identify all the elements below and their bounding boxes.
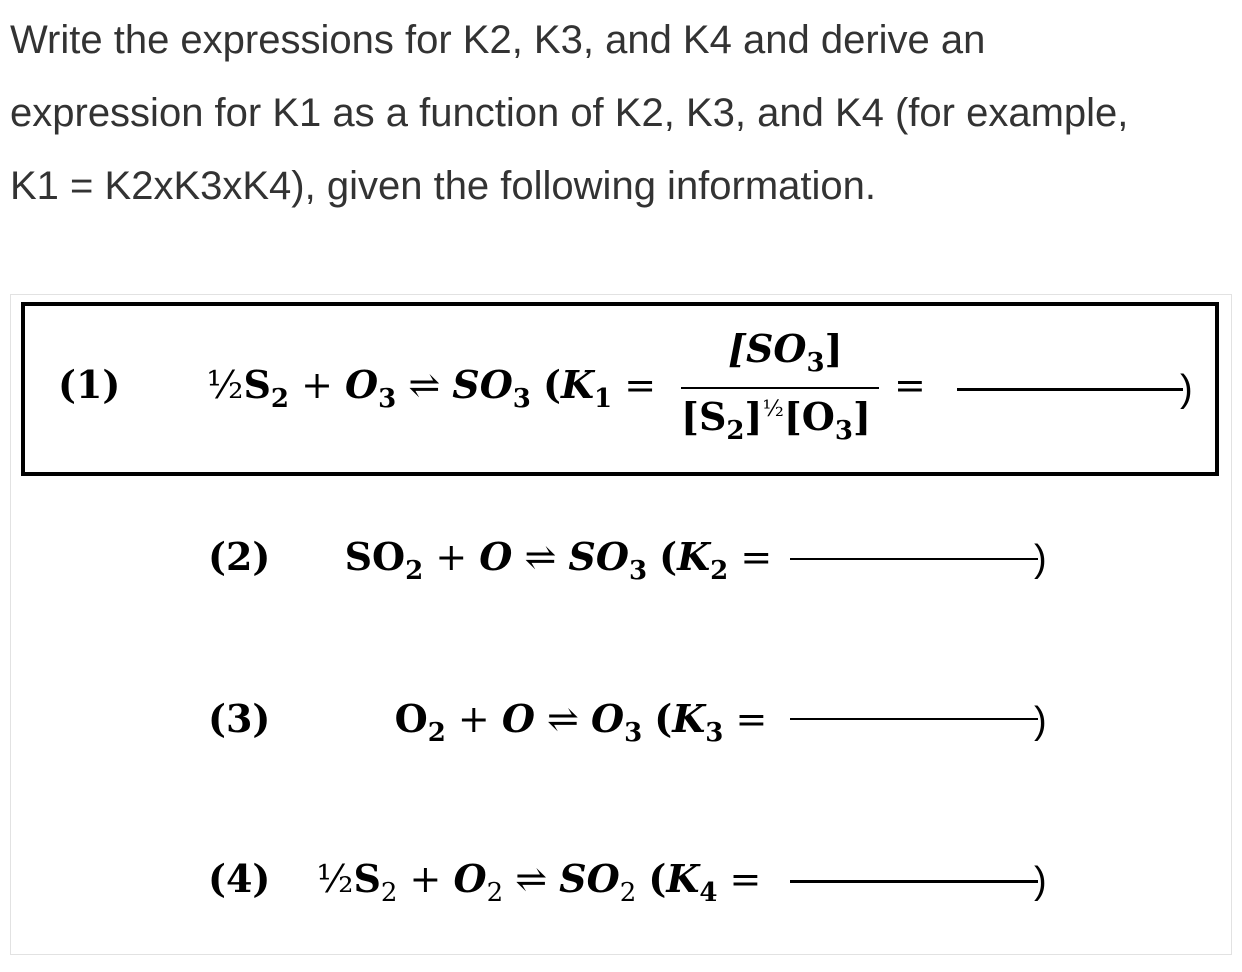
eq2-plus: +	[435, 535, 468, 579]
eq4-equals: =	[729, 857, 762, 901]
equation-4-answer-blank	[790, 880, 1038, 883]
equation-3-answer-blank	[790, 718, 1038, 720]
equation-1-second-equals	[894, 363, 926, 407]
equation-2-close-paren: )	[1034, 538, 1047, 580]
eq1-num-open: [SO	[728, 326, 807, 371]
eq1-den-s2-sub: 2	[726, 416, 745, 446]
equation-1-number: (1)	[58, 362, 121, 407]
eq1-den-s2: [S	[681, 394, 727, 439]
eq1-den-close: ]	[744, 394, 763, 439]
eq1-num-sub: 3	[806, 348, 825, 378]
eq1-k: K	[560, 362, 594, 407]
eq4-o2-sub: 2	[486, 878, 504, 908]
eq3-arrow: ⇌	[547, 697, 579, 741]
eq1-num-close: ]	[824, 326, 843, 371]
eq4-so2: SO	[559, 856, 620, 901]
eq3-k-sub: 3	[705, 718, 724, 748]
eq3-o: O	[501, 696, 535, 741]
eq4-arrow: ⇌	[515, 857, 548, 901]
equation-4	[208, 856, 762, 908]
eq2-equals: =	[740, 535, 773, 579]
question-text	[10, 4, 1235, 223]
eq1-plus: +	[301, 363, 333, 407]
eq4-open: (	[648, 856, 667, 901]
eq1-half: ½	[206, 363, 244, 407]
eq1-den-o3-close: ]	[853, 394, 871, 439]
question-line-3: K1 = K2xK3xK4), given the following information.	[10, 164, 877, 208]
eq3-o3-sub: 3	[624, 718, 643, 748]
equation-1-denominator	[681, 394, 871, 446]
equation-2-answer-blank	[790, 558, 1038, 560]
eq3-k: K	[672, 696, 706, 741]
eq3-open: (	[654, 696, 673, 741]
eq1-o3-sub: 3	[378, 384, 397, 414]
eq2-k: K	[677, 534, 711, 579]
eq3-equals: =	[735, 697, 768, 741]
equation-2	[208, 534, 773, 586]
equation-1-answer-blank	[957, 388, 1183, 391]
eq1-equals: =	[624, 363, 657, 407]
equation-1-lhs	[58, 362, 657, 414]
equation-3	[208, 696, 768, 748]
equation-1-fraction-bar	[681, 387, 879, 389]
eq1-so3: SO	[452, 362, 513, 407]
eq1-open: (	[542, 362, 561, 407]
equation-3-number: (3)	[208, 696, 271, 741]
equation-1-numerator	[728, 326, 843, 378]
eq1-so3-sub: 3	[512, 384, 531, 414]
eq4-s2: S	[353, 856, 381, 901]
eq1-den-o3: [O	[783, 394, 835, 439]
eq2-so2-sub: 2	[405, 556, 424, 586]
eq2-open: (	[659, 534, 678, 579]
eq2-so3-sub: 3	[628, 556, 648, 586]
eq1-s2-sub: 2	[270, 384, 289, 414]
question-line-2: expression for K1 as a function of K2, K3, and K4 (for example,	[10, 91, 1129, 135]
eq1-equals-2: =	[894, 363, 926, 407]
eq2-so3: SO	[568, 534, 629, 579]
eq3-o3: O	[590, 696, 625, 741]
eq1-k-sub: 1	[594, 384, 613, 414]
equation-1-close-paren: )	[1180, 368, 1193, 410]
eq2-arrow: ⇌	[524, 535, 557, 579]
equation-2-number: (2)	[208, 534, 271, 579]
eq1-den-exp: ½	[762, 397, 784, 422]
eq3-o2: O	[394, 696, 428, 741]
eq3-plus: +	[457, 697, 490, 741]
eq1-den-o3-sub: 3	[834, 416, 854, 446]
question-line-1: Write the expressions for K2, K3, and K4 and derive an	[10, 18, 986, 62]
eq4-k: K	[666, 856, 700, 901]
equation-4-close-paren: )	[1034, 860, 1047, 902]
eq4-k-sub: 4	[699, 878, 718, 908]
equation-3-close-paren: )	[1034, 700, 1047, 742]
eq1-arrow: ⇌	[408, 363, 441, 407]
eq4-s2-sub: 2	[380, 878, 398, 908]
equation-4-number: (4)	[208, 856, 271, 901]
eq2-so2: SO	[344, 534, 406, 579]
eq4-so2-sub: 2	[619, 878, 637, 908]
eq4-plus: +	[409, 857, 442, 901]
eq4-o2: O	[453, 856, 487, 901]
eq2-k-sub: 2	[710, 556, 729, 586]
eq1-o3: O	[345, 362, 379, 407]
eq3-o2-sub: 2	[427, 718, 446, 748]
eq1-s2: S	[243, 362, 271, 407]
eq2-o: O	[479, 534, 513, 579]
eq4-half: ½	[316, 857, 354, 901]
